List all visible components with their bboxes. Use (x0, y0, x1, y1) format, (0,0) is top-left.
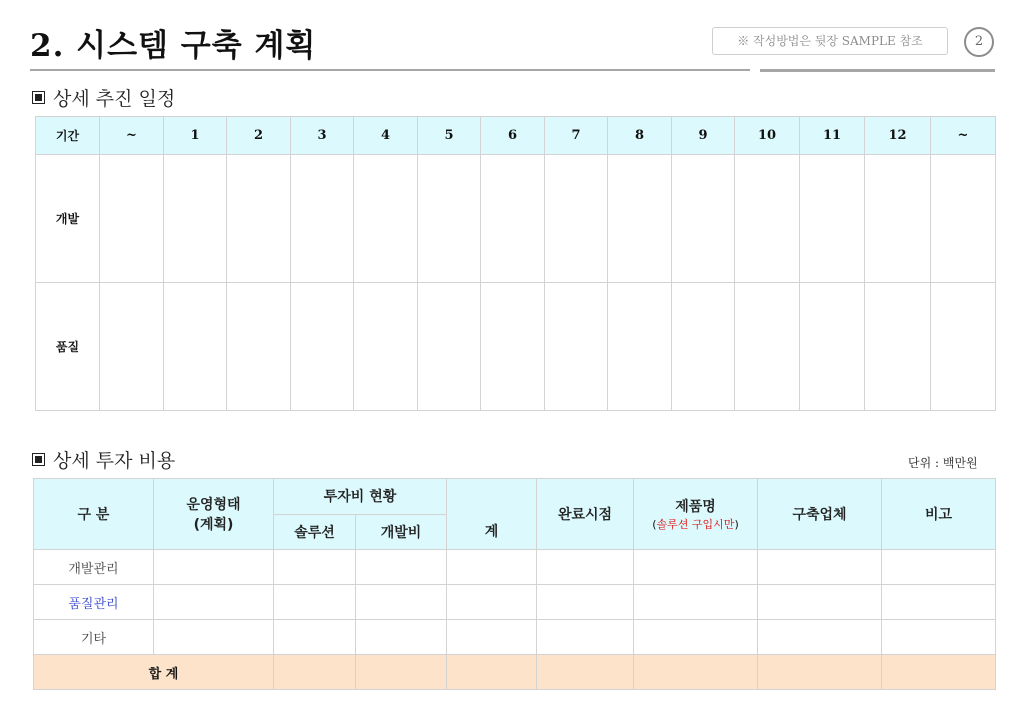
schedule-cell[interactable] (672, 155, 735, 283)
header-development-cost: 개발비 (356, 514, 447, 550)
schedule-col-header: 7 (545, 117, 608, 155)
schedule-cell[interactable] (735, 155, 800, 283)
total-cell[interactable] (758, 655, 882, 690)
schedule-cell[interactable] (418, 283, 481, 411)
schedule-cell[interactable] (354, 283, 418, 411)
page-title: 2. 시스템 구축 계획 (30, 28, 317, 64)
header-product-name-label: 제품명 (675, 499, 716, 515)
investment-cell[interactable] (274, 550, 356, 585)
schedule-cell[interactable] (227, 283, 291, 411)
schedule-table (35, 116, 996, 411)
total-cell[interactable] (537, 655, 634, 690)
header-total-label: 계 (484, 524, 499, 540)
header-investment-status: 투자비 현황 (274, 479, 447, 515)
header-operation-type-line2: (계획) (193, 517, 234, 533)
investment-section-title: 상세 투자 비용 (53, 450, 176, 472)
schedule-col-header: 10 (735, 117, 800, 155)
page-number-badge: 2 (964, 27, 994, 57)
investment-cell[interactable] (758, 585, 882, 620)
header-completion: 완료시점 (537, 479, 634, 550)
schedule-cell[interactable] (931, 155, 996, 283)
schedule-col-header: 6 (481, 117, 545, 155)
investment-row-label: 기타 (34, 620, 154, 655)
schedule-cell[interactable] (865, 283, 931, 411)
header-solution: 솔루션 (274, 514, 356, 550)
schedule-col-header: 4 (354, 117, 418, 155)
schedule-cell[interactable] (100, 155, 164, 283)
investment-cell[interactable] (356, 550, 447, 585)
schedule-cell[interactable] (735, 283, 800, 411)
investment-cell[interactable] (758, 550, 882, 585)
schedule-header-row (36, 117, 996, 155)
square-bullet-icon (32, 91, 45, 104)
schedule-col-header: 1 (164, 117, 227, 155)
investment-cell[interactable] (356, 620, 447, 655)
total-cell[interactable] (447, 655, 537, 690)
schedule-cell[interactable] (931, 283, 996, 411)
investment-cell[interactable] (356, 585, 447, 620)
total-cell[interactable] (634, 655, 758, 690)
investment-cell[interactable] (882, 585, 996, 620)
schedule-col-header: 3 (291, 117, 354, 155)
unit-note: 단위 : 백만원 (908, 456, 978, 470)
schedule-col-header: 11 (800, 117, 865, 155)
investment-cell[interactable] (537, 620, 634, 655)
investment-cell[interactable] (634, 620, 758, 655)
investment-row (34, 620, 996, 655)
schedule-cell[interactable] (545, 283, 608, 411)
schedule-cell[interactable] (100, 283, 164, 411)
header-operation-type (154, 479, 274, 550)
investment-cell[interactable] (634, 585, 758, 620)
schedule-cell[interactable] (608, 155, 672, 283)
schedule-cell[interactable] (291, 155, 354, 283)
schedule-cell[interactable] (227, 155, 291, 283)
header-operation-type-line1: 운영형태 (186, 497, 241, 513)
investment-row-label: 품질관리 (34, 585, 154, 620)
investment-cell[interactable] (274, 620, 356, 655)
schedule-cell[interactable] (608, 283, 672, 411)
investment-cell[interactable] (154, 585, 274, 620)
investment-total-row (34, 655, 996, 690)
investment-cell[interactable] (274, 585, 356, 620)
header-divider-left (30, 69, 750, 71)
reference-note: ※ 작성방법은 뒷장 SAMPLE 참조 (712, 27, 948, 55)
schedule-cell[interactable] (354, 155, 418, 283)
schedule-cell[interactable] (164, 283, 227, 411)
investment-cell[interactable] (447, 550, 537, 585)
schedule-section-title: 상세 추진 일정 (53, 88, 176, 110)
schedule-section-heading (32, 84, 175, 111)
header-total (447, 479, 537, 550)
schedule-row-development (36, 155, 996, 283)
investment-section-heading (32, 446, 175, 473)
investment-table (33, 478, 996, 690)
investment-header-row (34, 479, 996, 515)
schedule-col-header: 12 (865, 117, 931, 155)
investment-cell[interactable] (634, 550, 758, 585)
schedule-row-label: 품질 (36, 283, 100, 411)
schedule-col-header: 8 (608, 117, 672, 155)
total-row-label: 합 계 (34, 655, 274, 690)
investment-cell[interactable] (537, 550, 634, 585)
total-cell[interactable] (882, 655, 996, 690)
investment-row-label: 개발관리 (34, 550, 154, 585)
total-cell[interactable] (356, 655, 447, 690)
schedule-col-header: ~ (100, 117, 164, 155)
square-bullet-icon (32, 453, 45, 466)
investment-cell[interactable] (447, 585, 537, 620)
schedule-col-period: 기간 (36, 117, 100, 155)
total-cell[interactable] (274, 655, 356, 690)
schedule-cell[interactable] (418, 155, 481, 283)
schedule-cell[interactable] (800, 155, 865, 283)
header-remarks: 비고 (882, 479, 996, 550)
investment-cell[interactable] (154, 620, 274, 655)
schedule-col-header: 9 (672, 117, 735, 155)
header-vendor: 구축업체 (758, 479, 882, 550)
schedule-cell[interactable] (164, 155, 227, 283)
schedule-cell[interactable] (865, 155, 931, 283)
schedule-cell[interactable] (800, 283, 865, 411)
investment-cell[interactable] (154, 550, 274, 585)
investment-cell[interactable] (758, 620, 882, 655)
investment-cell[interactable] (882, 620, 996, 655)
schedule-cell[interactable] (672, 283, 735, 411)
header-product-note: (솔루션 구입시만) (652, 518, 739, 531)
schedule-row-quality (36, 283, 996, 411)
schedule-cell[interactable] (545, 155, 608, 283)
schedule-col-header: 2 (227, 117, 291, 155)
schedule-cell[interactable] (481, 155, 545, 283)
schedule-col-header: 5 (418, 117, 481, 155)
schedule-row-label: 개발 (36, 155, 100, 283)
schedule-cell[interactable] (481, 283, 545, 411)
investment-row (34, 550, 996, 585)
investment-cell[interactable] (882, 550, 996, 585)
investment-cell[interactable] (447, 620, 537, 655)
schedule-cell[interactable] (291, 283, 354, 411)
investment-cell[interactable] (537, 585, 634, 620)
header-divider-right (760, 69, 995, 72)
investment-row (34, 585, 996, 620)
schedule-col-header: ~ (931, 117, 996, 155)
header-product-name (634, 479, 758, 550)
header-category: 구 분 (34, 479, 154, 550)
